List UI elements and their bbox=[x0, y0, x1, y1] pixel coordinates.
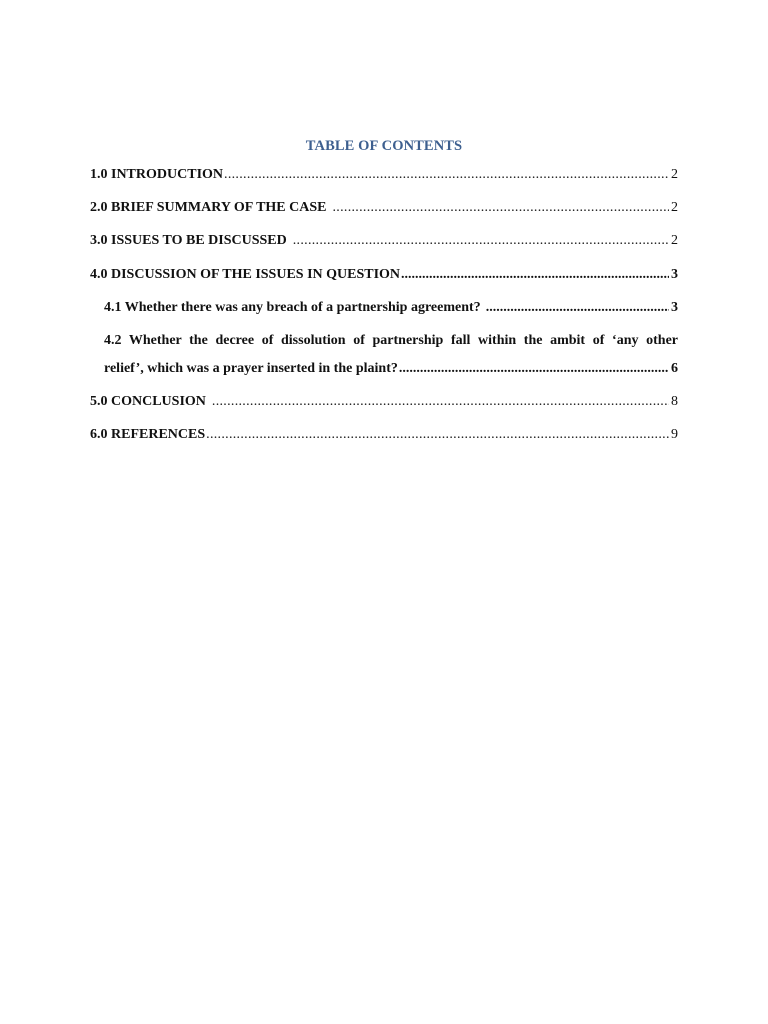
toc-entry-introduction[interactable] bbox=[90, 165, 678, 185]
toc-page-number: 3 bbox=[671, 300, 678, 315]
toc-page-number: 8 bbox=[671, 394, 678, 409]
toc-page-number: 2 bbox=[671, 167, 678, 182]
toc-page-number: 6 bbox=[671, 361, 678, 376]
toc-entry-label: relief’, which was a prayer inserted in the plaint? bbox=[104, 361, 398, 376]
toc-entry-label: 1.0 INTRODUCTION bbox=[90, 167, 224, 182]
toc-page-number: 3 bbox=[671, 267, 678, 282]
toc-entry-label: 4.0 DISCUSSION OF THE ISSUES IN QUESTION bbox=[90, 267, 401, 282]
dot-leader bbox=[401, 265, 669, 285]
toc-entry-breach[interactable] bbox=[104, 298, 678, 318]
toc-entry-conclusion[interactable] bbox=[90, 392, 678, 412]
dot-leader bbox=[333, 198, 670, 218]
toc-page-number: 2 bbox=[671, 200, 678, 215]
toc-entry-label: 3.0 ISSUES TO BE DISCUSSED bbox=[90, 233, 287, 248]
dot-leader bbox=[399, 359, 669, 379]
toc-page-number: 2 bbox=[671, 233, 678, 248]
toc-entry-issues[interactable] bbox=[90, 231, 678, 251]
toc-entry-label: 5.0 CONCLUSION bbox=[90, 394, 206, 409]
toc-entry-decree-line1[interactable]: 4.2 Whether the decree of dissolution of partnership fall within the ambit of ‘any other bbox=[104, 333, 678, 348]
dot-leader bbox=[212, 392, 669, 412]
toc-entry-discussion[interactable] bbox=[90, 265, 678, 285]
toc-title: TABLE OF CONTENTS bbox=[305, 138, 463, 154]
dot-leader bbox=[486, 298, 669, 318]
dot-leader bbox=[206, 425, 669, 445]
toc-entry-references[interactable] bbox=[90, 425, 678, 445]
toc-page-number: 9 bbox=[671, 427, 678, 442]
toc-entry-decree[interactable] bbox=[104, 359, 678, 379]
toc-entry-label: 4.1 Whether there was any breach of a partnership agreement? bbox=[104, 300, 481, 315]
toc-entry-label: 2.0 BRIEF SUMMARY OF THE CASE bbox=[90, 200, 327, 215]
toc-entry-label: 6.0 REFERENCES bbox=[90, 427, 206, 442]
toc-entry-brief-summary[interactable] bbox=[90, 198, 678, 218]
dot-leader bbox=[224, 165, 669, 185]
dot-leader bbox=[293, 231, 669, 251]
